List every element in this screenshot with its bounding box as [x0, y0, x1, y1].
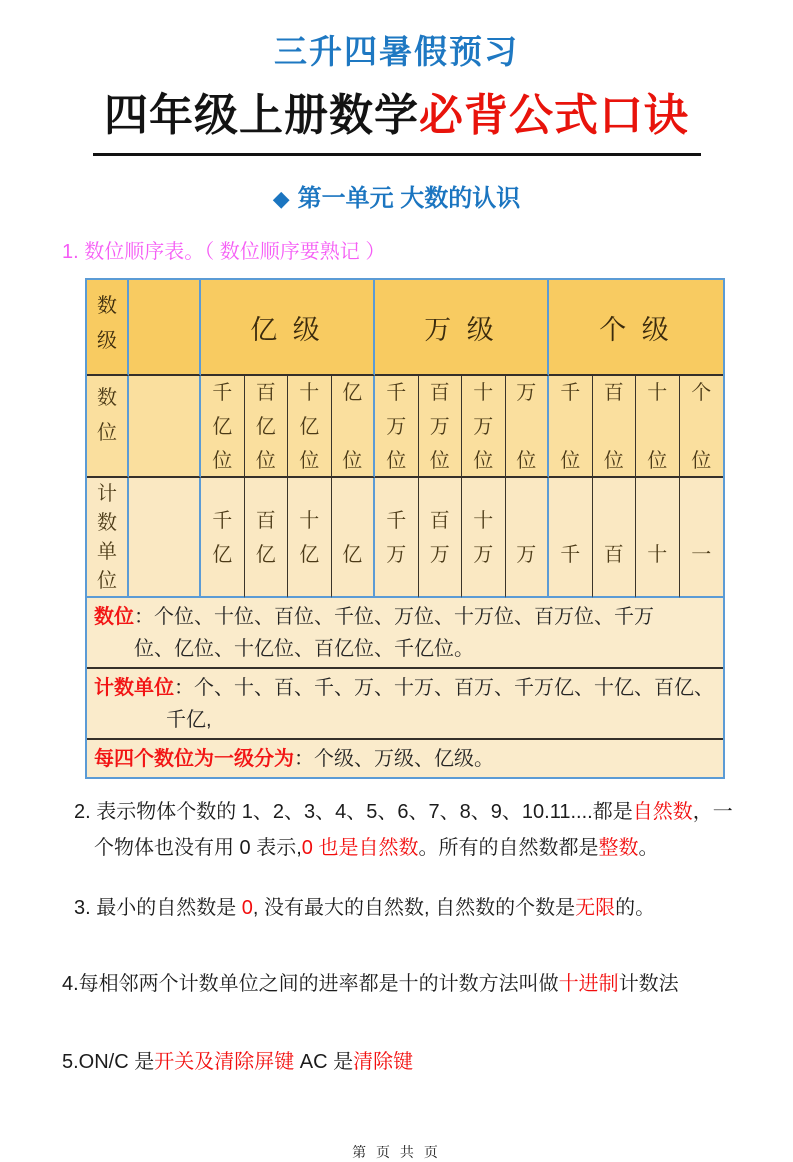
unit-cell: 十 万: [462, 478, 506, 598]
title-divider-rule: [93, 153, 701, 156]
unit-cell: 十: [636, 478, 680, 598]
note-jishudanwei-label: 计数单位: [94, 677, 174, 699]
point-5: [62, 1044, 793, 1080]
unit-cell: 亿: [332, 478, 376, 598]
point-3-text: 的。: [615, 897, 656, 919]
digit-cell: 十 万 位: [462, 376, 506, 478]
table-corner-cell: 数 级: [87, 280, 129, 376]
unit-cell: 一: [680, 478, 724, 598]
digit-row-label: 数 位: [87, 376, 129, 478]
section-heading-label: 第一单元 大数的认识: [297, 185, 521, 212]
page-title: [0, 79, 793, 143]
diamond-icon: ◆: [272, 186, 290, 211]
point-3-highlight: 0: [241, 897, 253, 919]
unit-cell: 千: [549, 478, 593, 598]
point-2-highlight: 整数: [598, 837, 639, 859]
unit-cell: 千 亿: [201, 478, 245, 598]
note-shuwei-text: ：个位、十位、百位、千位、万位、十万位、百万位、千万: [134, 606, 654, 628]
digit-cell: 千 万 位: [375, 376, 419, 478]
note-shuwei-text-line2: 位、亿位、十亿位、百亿位、千亿位。: [134, 638, 474, 660]
table-empty-cell: [129, 280, 201, 376]
point-2-highlight: 0 也是自然数: [301, 837, 419, 859]
point-4-highlight: 十进制: [558, 973, 619, 995]
digit-cell: 个 位: [680, 376, 724, 478]
page-footer: 第 页 共 页: [352, 1144, 441, 1160]
note-jishudanwei-text-line2: 千亿,: [166, 709, 212, 731]
unit-cell: 千 万: [375, 478, 419, 598]
point-4-text: 4.每相邻两个计数单位之间的进率都是十的计数方法叫做: [62, 973, 559, 995]
group-header-yi: 亿 级: [201, 280, 375, 376]
digit-cell: 百 亿 位: [245, 376, 289, 478]
group-header-wan: 万 级: [375, 280, 549, 376]
digit-cell: 亿 位: [332, 376, 376, 478]
point-2-text: 2. 表示物体个数的 1、2、3、4、5、6、7、8、9、10.11....都是: [74, 801, 633, 823]
point-2: [74, 794, 793, 866]
group-header-ge: 个 级: [549, 280, 723, 376]
point-2-text: 个物体也没有用 0 表示,: [94, 837, 302, 859]
section-heading: [0, 178, 793, 213]
digit-cell: 千 位: [549, 376, 593, 478]
point-2-line2: [74, 830, 793, 866]
page-subtitle: 三升四暑假预习: [274, 33, 519, 70]
note-fenji: [87, 740, 723, 777]
digit-cell: 百 万 位: [419, 376, 463, 478]
table-empty-cell: [129, 376, 201, 478]
page-title-red: 必背公式口诀: [419, 91, 689, 140]
note-jishudanwei-text: ：个、十、百、千、万、十万、百万、千万亿、十亿、百亿、: [174, 677, 714, 699]
note-fenji-text: ：个级、万级、亿级。: [294, 748, 494, 770]
point-3-text: , 没有最大的自然数, 自然数的个数是: [252, 897, 576, 919]
digit-cell: 万 位: [506, 376, 550, 478]
point-3: [74, 890, 793, 926]
note-jishudanwei: [87, 669, 723, 740]
table-empty-cell: [129, 478, 201, 598]
unit-cell: 百 万: [419, 478, 463, 598]
point-5-text: 5.ON/C 是: [62, 1051, 155, 1073]
point-3-highlight: 无限: [575, 897, 616, 919]
page-title-black: 四年级上册数学: [104, 91, 419, 140]
note-shuwei-label: 数位: [94, 606, 134, 628]
point-3-text: 3. 最小的自然数是: [74, 897, 242, 919]
digit-cell: 十 位: [636, 376, 680, 478]
digit-cell: 千 亿 位: [201, 376, 245, 478]
point-2-line1: [74, 794, 793, 830]
place-value-table: [85, 278, 725, 779]
point-2-text: 。: [638, 837, 659, 859]
point-2-text: ，一: [692, 801, 733, 823]
unit-cell: 百: [593, 478, 637, 598]
unit-row-label: 计 数 单 位: [87, 478, 129, 598]
point-2-text: 。所有的自然数都是: [418, 837, 599, 859]
point-4-text: 计数法: [618, 973, 679, 995]
unit-cell: 十 亿: [288, 478, 332, 598]
point-1: 1. 数位顺序表。（ 数位顺序要熟记 ）: [62, 241, 386, 263]
point-5-highlight: 开关及清除屏键: [154, 1051, 295, 1073]
point-5-highlight: 清除键: [353, 1051, 414, 1073]
document-page: [0, 26, 793, 1162]
digit-cell: 十 亿 位: [288, 376, 332, 478]
point-4: [62, 966, 793, 1002]
unit-cell: 百 亿: [245, 478, 289, 598]
note-fenji-label: 每四个数位为一级分为: [94, 748, 294, 770]
unit-cell: 万: [506, 478, 550, 598]
digit-cell: 百 位: [593, 376, 637, 478]
point-2-highlight: 自然数: [632, 801, 693, 823]
note-shuwei: [87, 598, 723, 669]
point-5-text: AC 是: [294, 1051, 354, 1073]
